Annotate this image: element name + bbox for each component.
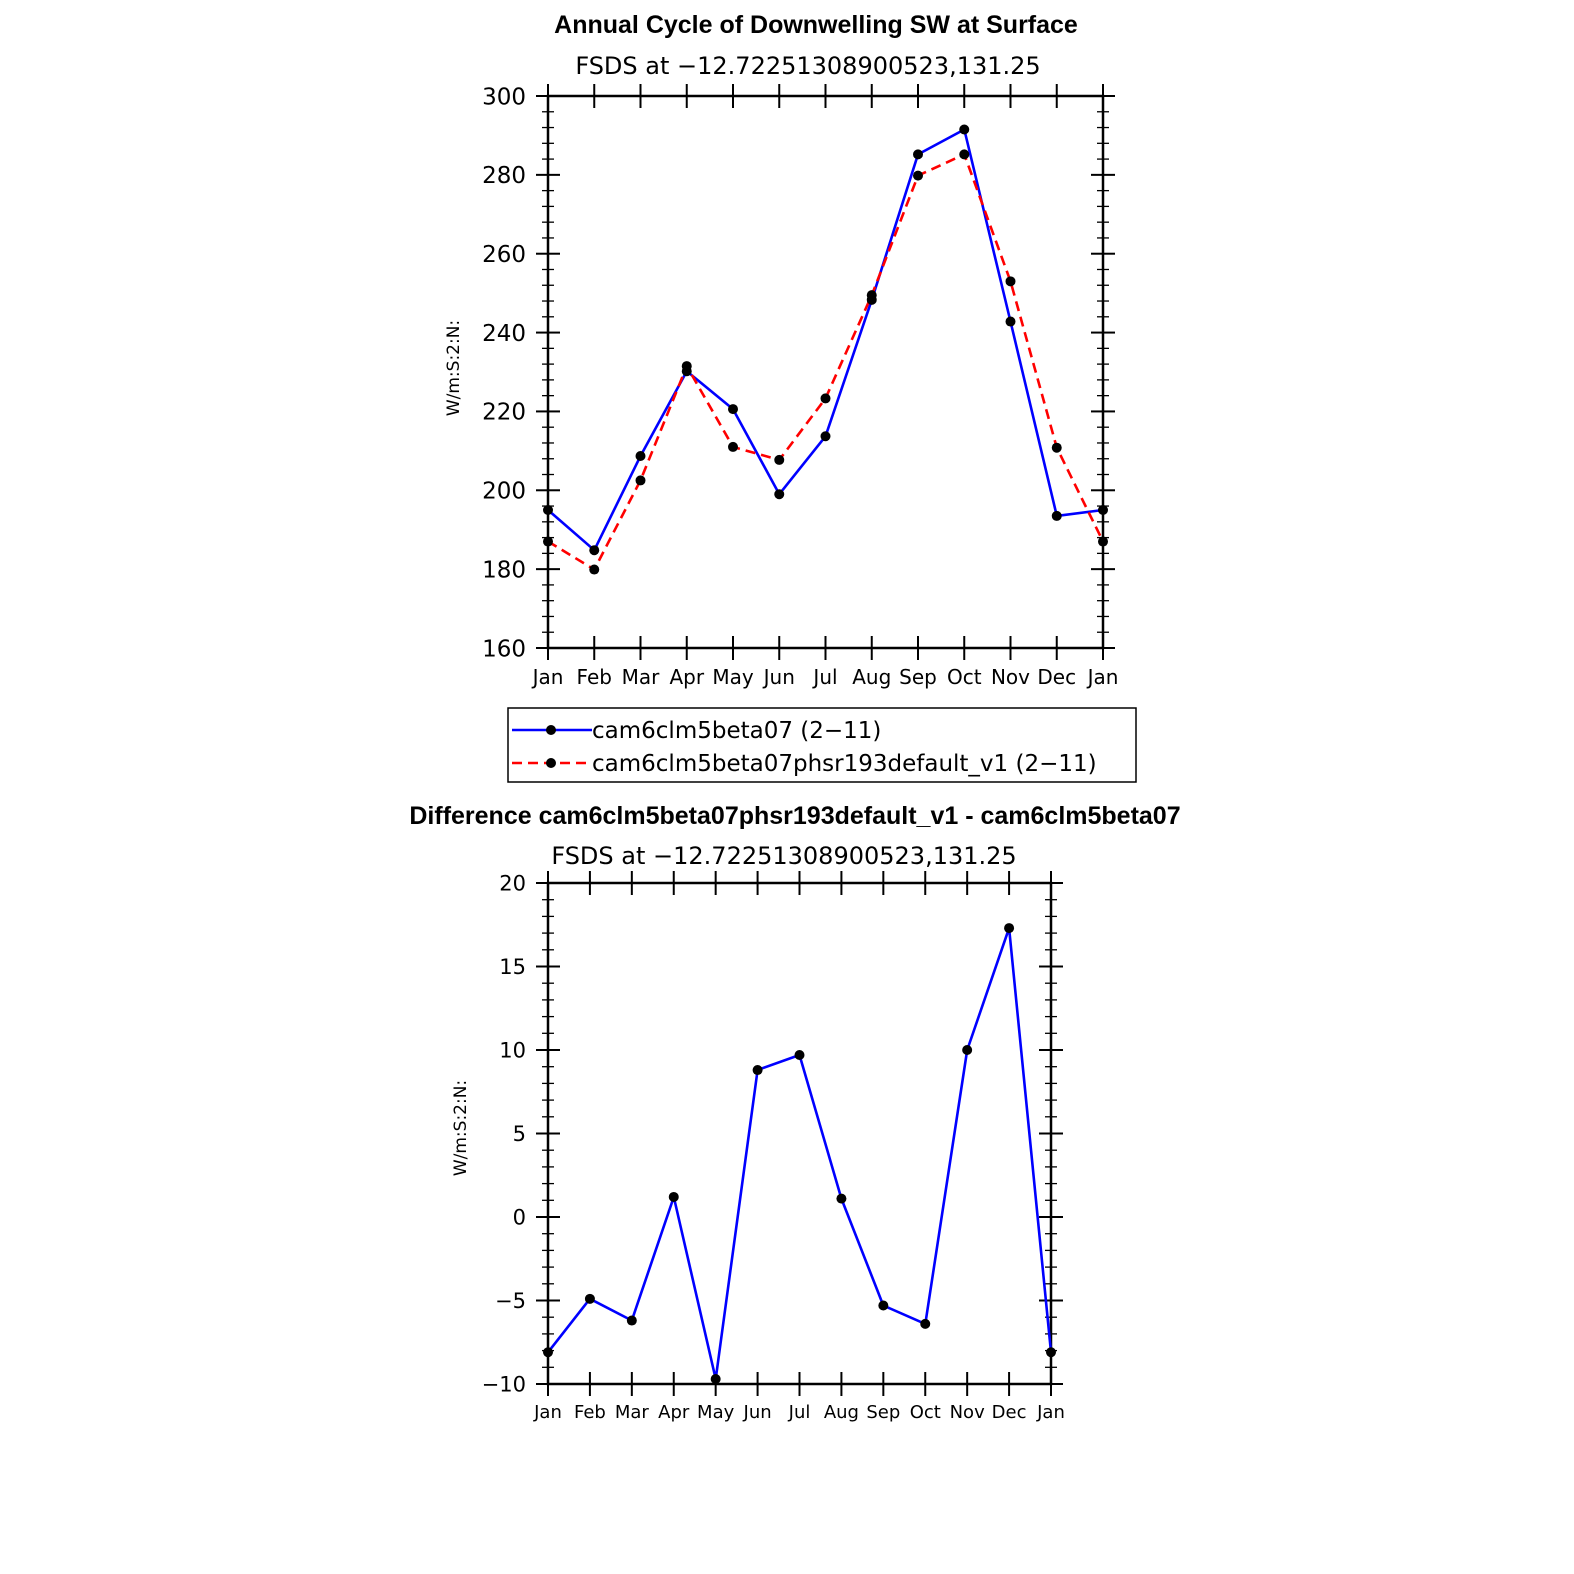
x-tick-label: Jun	[743, 1402, 772, 1423]
series-line	[548, 928, 1051, 1379]
data-point	[585, 1294, 595, 1304]
data-point	[543, 1347, 553, 1357]
x-tick-labels	[533, 1402, 1065, 1423]
data-point	[711, 1374, 721, 1384]
x-tick-label: Sep	[866, 1402, 901, 1423]
data-point	[1046, 1347, 1056, 1357]
data-point	[959, 149, 969, 159]
x-tick-label: Oct	[909, 1402, 941, 1423]
plot-frame	[548, 883, 1051, 1384]
x-tick-label: Jan	[1087, 665, 1119, 689]
x-tick-label: Aug	[852, 665, 892, 689]
data-point	[920, 1319, 930, 1329]
x-tick-label: Oct	[946, 665, 982, 689]
data-point	[774, 455, 784, 465]
data-point	[589, 565, 599, 575]
data-point	[636, 475, 646, 485]
data-point	[1004, 923, 1014, 933]
series-line	[548, 130, 1103, 551]
y-axis-label: W/m:S:2:N:	[451, 1079, 471, 1177]
y-tick-label: 20	[499, 871, 526, 896]
data-point	[669, 1192, 679, 1202]
y-tick-label: 10	[499, 1038, 526, 1063]
y-tick-label: 240	[482, 320, 526, 347]
x-tick-label: Mar	[621, 665, 660, 689]
data-point	[543, 537, 553, 547]
data-point	[821, 393, 831, 403]
data-point	[1098, 537, 1108, 547]
series-markers	[543, 125, 1108, 575]
x-tick-label: Apr	[669, 665, 705, 689]
x-tick-label: Apr	[658, 1402, 690, 1423]
data-point	[682, 361, 692, 371]
x-tick-label: Feb	[576, 665, 612, 689]
annual-cycle-chart	[444, 11, 1136, 782]
data-point	[728, 404, 738, 414]
x-tick-label: Sep	[899, 665, 937, 689]
legend-label: cam6clm5beta07 (2−11)	[592, 718, 882, 744]
y-tick-label: 160	[482, 636, 526, 663]
data-point	[728, 442, 738, 452]
data-point	[913, 171, 923, 181]
difference-chart	[409, 802, 1180, 1423]
x-tick-label: Jan	[1037, 1402, 1065, 1423]
axis-ticks	[536, 871, 1063, 1396]
y-tick-label: 280	[482, 163, 526, 190]
x-tick-label: Jul	[813, 665, 838, 689]
x-tick-label: Dec	[1037, 665, 1077, 689]
data-point	[821, 431, 831, 441]
data-point	[1052, 443, 1062, 453]
legend-swatch-marker	[546, 725, 556, 735]
x-tick-label: Mar	[614, 1402, 649, 1423]
data-point	[543, 505, 553, 515]
x-tick-label: Jan	[534, 1402, 562, 1423]
plot-border	[548, 96, 1103, 648]
y-tick-label: 15	[499, 955, 526, 980]
data-point	[627, 1316, 637, 1326]
data-point	[1006, 276, 1016, 286]
x-tick-labels	[531, 665, 1119, 689]
data-point	[962, 1045, 972, 1055]
series-lines	[548, 130, 1103, 570]
data-point	[753, 1065, 763, 1075]
x-tick-label: Nov	[949, 1402, 985, 1423]
data-point	[867, 290, 877, 300]
plot-border	[548, 883, 1051, 1384]
data-point	[913, 149, 923, 159]
y-tick-label: 300	[482, 84, 526, 111]
data-point	[959, 125, 969, 135]
data-point	[1052, 511, 1062, 521]
plot-frame	[548, 96, 1103, 648]
x-tick-label: Jun	[763, 665, 795, 689]
series-lines	[548, 928, 1051, 1379]
data-point	[1098, 505, 1108, 515]
x-tick-label: Feb	[573, 1402, 606, 1423]
x-tick-label: May	[697, 1402, 735, 1423]
data-point	[795, 1050, 805, 1060]
x-tick-label: Jan	[532, 665, 564, 689]
y-tick-label: 180	[482, 557, 526, 584]
data-point	[878, 1301, 888, 1311]
data-point	[836, 1194, 846, 1204]
y-tick-label: 200	[482, 478, 526, 505]
y-tick-labels	[482, 84, 526, 662]
axis-ticks	[536, 84, 1115, 660]
legend	[508, 708, 1136, 782]
data-point	[774, 489, 784, 499]
x-tick-label: Nov	[990, 665, 1031, 689]
chart-subtitle: FSDS at −12.72251308900523,131.25	[575, 52, 1041, 80]
y-tick-label: −5	[495, 1289, 526, 1314]
chart-subtitle: FSDS at −12.72251308900523,131.25	[551, 842, 1017, 870]
chart-title: Annual Cycle of Downwelling SW at Surface	[554, 11, 1078, 39]
legend-swatch-marker	[546, 758, 556, 768]
legend-label: cam6clm5beta07phsr193default_v1 (2−11)	[592, 751, 1097, 777]
y-tick-label: 0	[512, 1205, 526, 1230]
x-tick-label: Jul	[788, 1402, 811, 1423]
y-tick-label: 5	[512, 1122, 526, 1147]
x-tick-label: May	[712, 665, 754, 689]
y-tick-label: 260	[482, 241, 526, 268]
data-point	[589, 545, 599, 555]
x-tick-label: Dec	[991, 1402, 1027, 1423]
y-tick-label: −10	[481, 1372, 526, 1397]
y-tick-labels	[482, 872, 526, 1397]
y-tick-label: 220	[482, 399, 526, 426]
y-axis-label: W/m:S:2:N:	[444, 319, 464, 417]
data-point	[1006, 317, 1016, 327]
chart-title: Difference cam6clm5beta07phsr193default_v1 - cam6clm5beta07	[409, 802, 1181, 830]
x-tick-label: Aug	[823, 1402, 859, 1423]
data-point	[636, 451, 646, 461]
